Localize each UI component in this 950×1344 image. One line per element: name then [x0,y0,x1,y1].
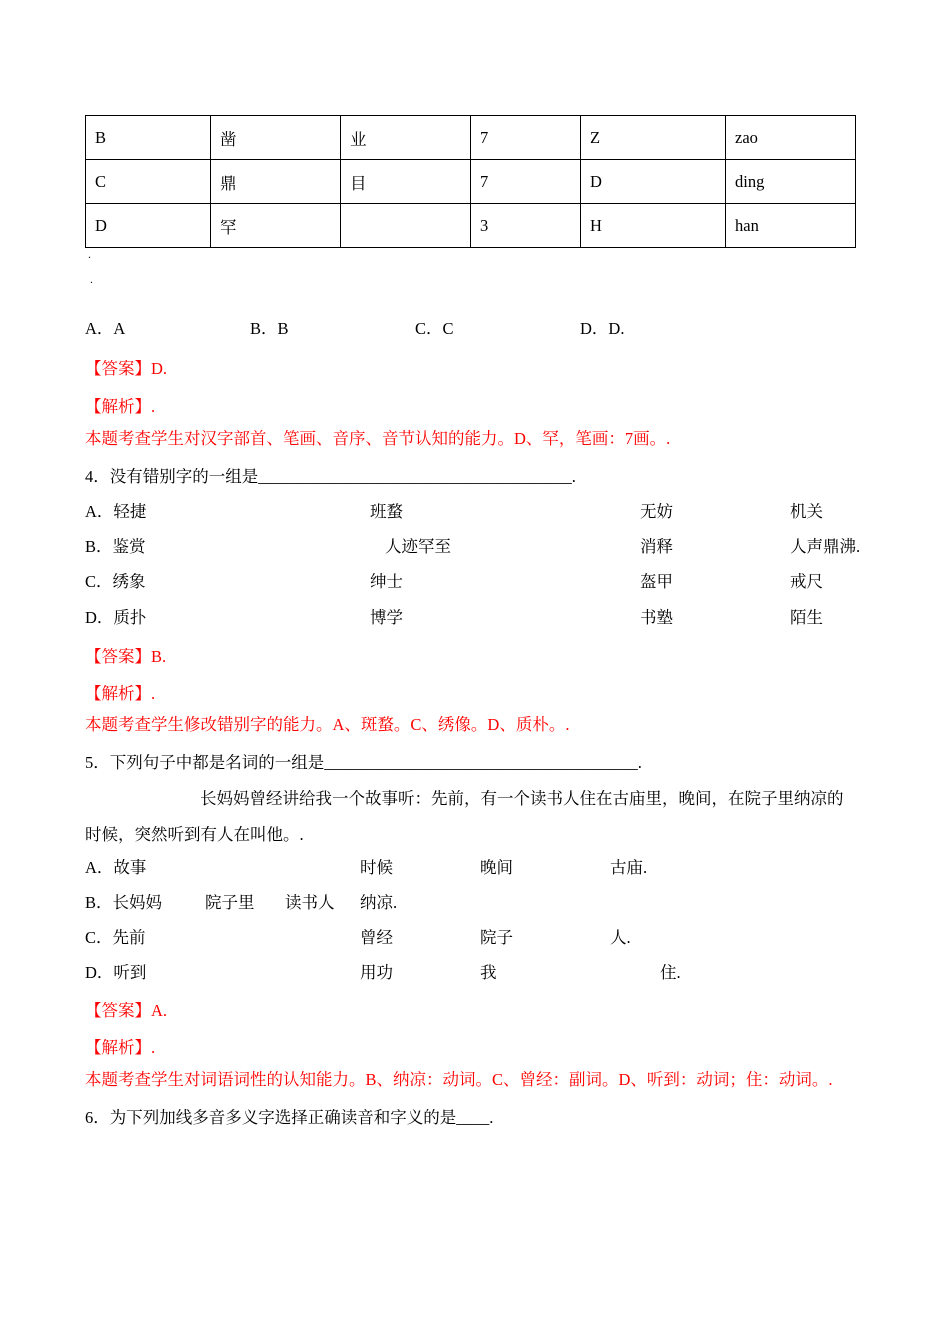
option-item: 消释 [640,537,673,556]
option-item: 戒尺 [790,572,823,591]
q4-explanation-text: 本题考查学生修改错别字的能力。A、斑蝥。C、绣像。D、质朴。. [85,715,570,734]
option-item: 陌生 [790,608,823,627]
option-item: 用功 [360,963,393,982]
option-item: D．听到 [85,963,147,982]
table-cell: 目 [341,160,471,204]
q4-analysis-label: 【解析】. [85,684,156,703]
option-item: 绅士 [370,572,403,591]
q3-analysis-label: 【解析】. [85,397,156,416]
table-row [86,204,856,248]
option-item: 书塾 [640,608,673,627]
q4-stem: 4．没有错别字的一组是______________________________________. [85,467,576,486]
table-cell: 鼎 [211,160,341,204]
option-item: 班蝥 [370,502,403,521]
q3-option-b: B．B [250,319,289,338]
q3-option-d: D．D. [580,319,625,338]
table-row [86,160,856,204]
q5-stem: 5．下列句子中都是名词的一组是______________________________________. [85,753,642,772]
option-item: 纳凉. [360,893,398,912]
option-item: 人迹罕至 [385,537,451,556]
character-info-table [85,115,856,248]
option-item: 古庙. [610,858,648,877]
option-item: C．绣象 [85,572,146,591]
option-item: 晚间 [480,858,513,877]
option-item: 住. [660,963,681,982]
option-item: 院子 [480,928,513,947]
option-item: 读书人 [285,893,335,912]
option-item: B．鉴赏 [85,537,146,556]
stray-dot: . [88,247,91,261]
option-item: 人声鼎沸. [790,537,861,556]
q5-answer-line: 【答案】A. [85,1001,168,1020]
q3-option-c: C．C [415,319,454,338]
table-cell: 7 [471,116,581,160]
option-item: 时候 [360,858,393,877]
option-item: C．先前 [85,928,146,947]
table-cell: 3 [471,204,581,248]
table-row [86,116,856,160]
table-cell: ding [726,160,856,204]
q5-explanation-text: 本题考查学生对词语词性的认知能力。B、纳凉：动词。C、曾经：副词。D、听到：动词；住：动词。. [85,1070,833,1089]
q6-stem: 6．为下列加线多音多义字选择正确读音和字义的是____. [85,1108,494,1127]
q5-passage-line1: 长妈妈曾经讲给我一个故事听：先前，有一个读书人住在古庙里，晚间，在院子里纳凉的 [200,789,844,808]
table-cell: 7 [471,160,581,204]
table-cell: 业 [341,116,471,160]
q3-answer-line: 【答案】D. [85,359,168,378]
option-item: 博学 [370,608,403,627]
q5-analysis-label: 【解析】. [85,1038,156,1057]
table-cell: Z [581,116,726,160]
option-item: A．轻捷 [85,502,147,521]
option-item: B．长妈妈 [85,893,163,912]
table-cell [341,204,471,248]
stray-dot: . [90,272,93,286]
option-item: 我 [480,963,497,982]
table-cell: B [86,116,211,160]
table-cell: C [86,160,211,204]
option-item: 盔甲 [640,572,673,591]
option-item: 人. [610,928,631,947]
option-item: 机关 [790,502,823,521]
table-cell: H [581,204,726,248]
option-item: 院子里 [205,893,255,912]
option-item: A．故事 [85,858,147,877]
table-cell: D [86,204,211,248]
table-cell: 凿 [211,116,341,160]
q4-answer-line: 【答案】B. [85,647,167,666]
option-item: 无妨 [640,502,673,521]
table-cell: han [726,204,856,248]
table-cell: 罕 [211,204,341,248]
q5-passage-line2: 时候，突然听到有人在叫他。. [85,825,304,844]
q3-option-a: A．A [85,319,126,338]
option-item: D．质扑 [85,608,147,627]
q3-explanation-text: 本题考查学生对汉字部首、笔画、音序、音节认知的能力。D、罕，笔画：7画。. [85,429,671,448]
option-item: 曾经 [360,928,393,947]
table-cell: D [581,160,726,204]
table-cell: zao [726,116,856,160]
